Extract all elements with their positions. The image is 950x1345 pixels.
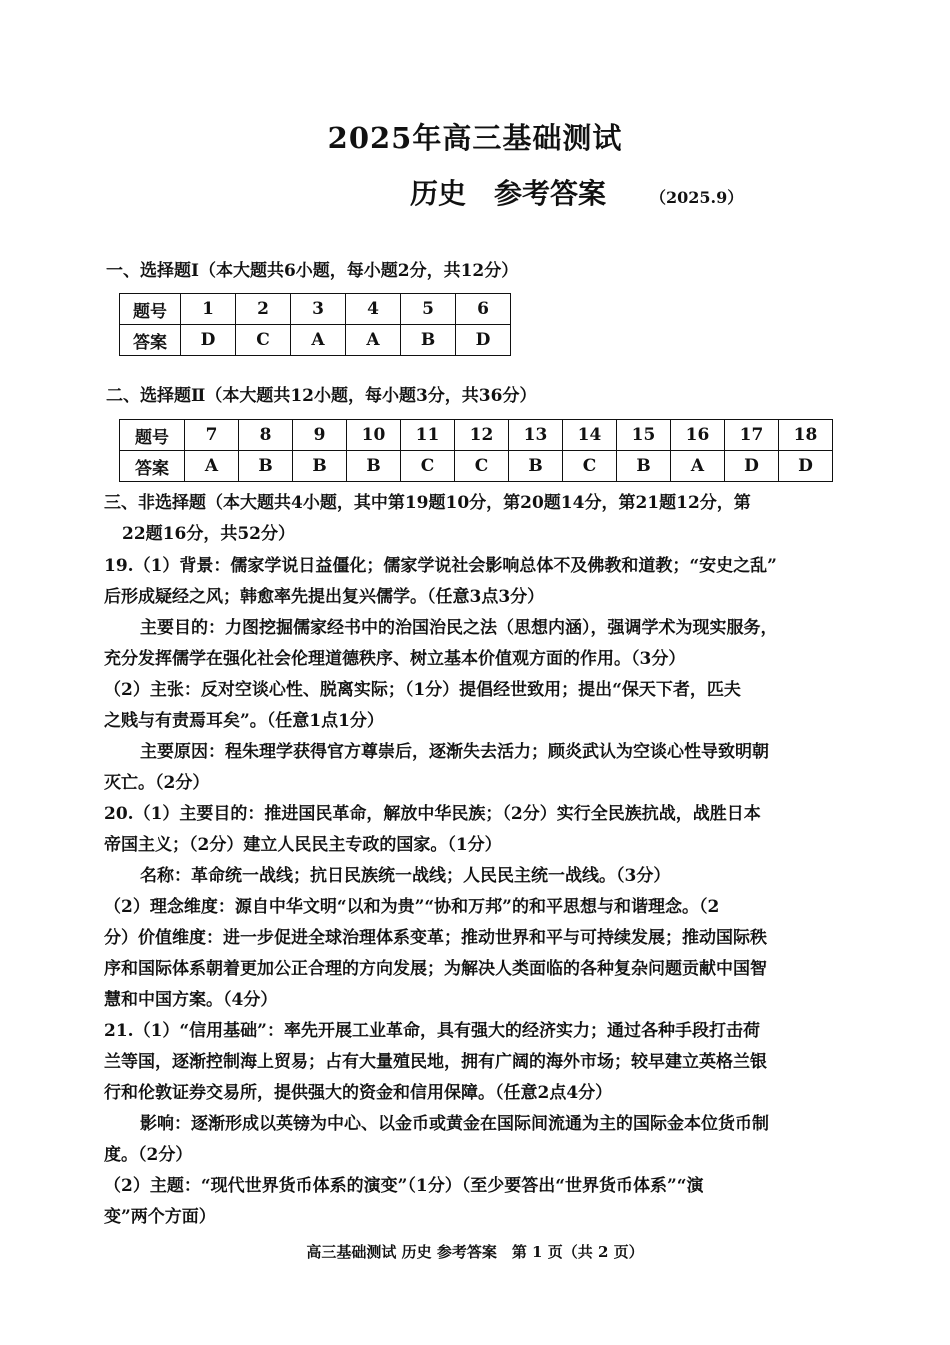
table-cell: C (563, 451, 617, 482)
table-cell: 12 (455, 420, 509, 451)
table-cell: D (456, 325, 511, 356)
section3-heading (104, 488, 856, 550)
exam-date: （2025.9） (650, 188, 744, 207)
subject-label: 历史 参考答案 (410, 177, 607, 210)
table-cell: C (455, 451, 509, 482)
table-cell: B (617, 451, 671, 482)
answer-line: 后形成疑经之风；韩愈率先提出复兴儒学。（任意3点3分） (104, 587, 545, 607)
table-cell: 13 (509, 420, 563, 451)
answer-line: 21.（1）“信用基础”：率先开展工业革命，具有强大的经济实力；通过各种手段打击荷 (104, 1021, 760, 1041)
page-footer: 高三基础测试 历史 参考答案 第 1 页（共 2 页） (306, 1243, 644, 1261)
table-cell: A (185, 451, 239, 482)
table-cell: 11 (401, 420, 455, 451)
answer-line: 行和伦敦证券交易所，提供强大的资金和信用保障。（任意2点4分） (104, 1083, 613, 1103)
answer-line: 之贱与有责焉耳矣”。（任意1点1分） (104, 711, 384, 731)
answer-line: 兰等国，逐渐控制海上贸易；占有大量殖民地，拥有广阔的海外市场；较早建立英格兰银 (104, 1052, 767, 1072)
row-label: 题号 (120, 294, 181, 325)
answer-line: 度。（2分） (104, 1145, 193, 1165)
table-cell: 5 (401, 294, 456, 325)
table-cell: 4 (346, 294, 401, 325)
section1-heading: 一、选择题Ⅰ（本大题共6小题，每小题2分，共12分） (106, 261, 519, 281)
answer-body (104, 551, 856, 1233)
answer-line: 变”两个方面） (104, 1207, 216, 1227)
answer-line: 20.（1）主要目的：推进国民革命，解放中华民族；（2分）实行全民族抗战，战胜日本 (104, 804, 761, 824)
answer-line: 影响：逐渐形成以英镑为中心、以金币或黄金在国际间流通为主的国际金本位货币制 (140, 1114, 769, 1134)
table-cell: B (293, 451, 347, 482)
table-cell: 3 (291, 294, 346, 325)
answer-table-1 (119, 293, 511, 356)
table-cell: A (346, 325, 401, 356)
answer-line: 19.（1）背景：儒家学说日益僵化；儒家学说社会影响总体不及佛教和道教；“安史之乱” (104, 556, 777, 576)
row-label: 答案 (120, 451, 185, 482)
table-cell: 7 (185, 420, 239, 451)
table-cell: 18 (779, 420, 833, 451)
answer-line: 灭亡。（2分） (104, 773, 210, 793)
answer-line: 慧和中国方案。（4分） (104, 990, 278, 1010)
table-cell: B (347, 451, 401, 482)
row-label: 题号 (120, 420, 185, 451)
table-cell: B (509, 451, 563, 482)
table-cell: B (239, 451, 293, 482)
answer-line: 充分发挥儒学在强化社会伦理道德秩序、树立基本价值观方面的作用。（3分） (104, 649, 686, 669)
table-cell: C (236, 325, 291, 356)
answer-line: （2）理念维度：源自中华文明“以和为贵”“协和万邦”的和平思想与和谐理念。（2 (104, 897, 720, 917)
table-row (120, 325, 511, 356)
table-row (120, 451, 833, 482)
table-cell: D (725, 451, 779, 482)
answer-line: 主要目的：力图挖掘儒家经书中的治国治民之法（思想内涵），强调学术为现实服务， (140, 618, 778, 638)
section2-heading: 二、选择题Ⅱ（本大题共12小题，每小题3分，共36分） (106, 386, 537, 406)
table-cell: 14 (563, 420, 617, 451)
section3-heading-line: 22题16分，共52分） (122, 524, 295, 544)
table-cell: C (401, 451, 455, 482)
table-row (120, 420, 833, 451)
page-subtitle (410, 172, 743, 212)
table-cell: 9 (293, 420, 347, 451)
table-cell: A (671, 451, 725, 482)
answer-line: 分）价值维度：进一步促进全球治理体系变革；推动世界和平与可持续发展；推动国际秩 (104, 928, 767, 948)
answer-line: 主要原因：程朱理学获得官方尊崇后，逐渐失去活力；顾炎武认为空谈心性导致明朝 (140, 742, 769, 762)
table-cell: 2 (236, 294, 291, 325)
table-cell: 16 (671, 420, 725, 451)
row-label: 答案 (120, 325, 181, 356)
table-cell: 10 (347, 420, 401, 451)
answer-line: 帝国主义；（2分）建立人民民主专政的国家。（1分） (104, 835, 502, 855)
table-cell: B (401, 325, 456, 356)
table-row (120, 294, 511, 325)
table-cell: A (291, 325, 346, 356)
table-cell: 15 (617, 420, 671, 451)
table-cell: 8 (239, 420, 293, 451)
table-cell: 17 (725, 420, 779, 451)
answer-line: （2）主张：反对空谈心性、脱离实际；（1分）提倡经世致用；提出“保天下者，匹夫 (104, 680, 741, 700)
table-cell: 1 (181, 294, 236, 325)
table-cell: 6 (456, 294, 511, 325)
answer-line: （2）主题：“现代世界货币体系的演变”（1分）（至少要答出“世界货币体系”“演 (104, 1176, 704, 1196)
section3-heading-line: 三、非选择题（本大题共4小题，其中第19题10分，第20题14分，第21题12分，第 (104, 493, 751, 513)
table-cell: D (779, 451, 833, 482)
table-cell: D (181, 325, 236, 356)
answer-line: 名称：革命统一战线；抗日民族统一战线；人民民主统一战线。（3分） (140, 866, 671, 886)
page-title: 2025年高三基础测试 (327, 121, 623, 155)
answer-line: 序和国际体系朝着更加公正合理的方向发展；为解决人类面临的各种复杂问题贡献中国智 (104, 959, 767, 979)
answer-table-2 (119, 419, 833, 482)
